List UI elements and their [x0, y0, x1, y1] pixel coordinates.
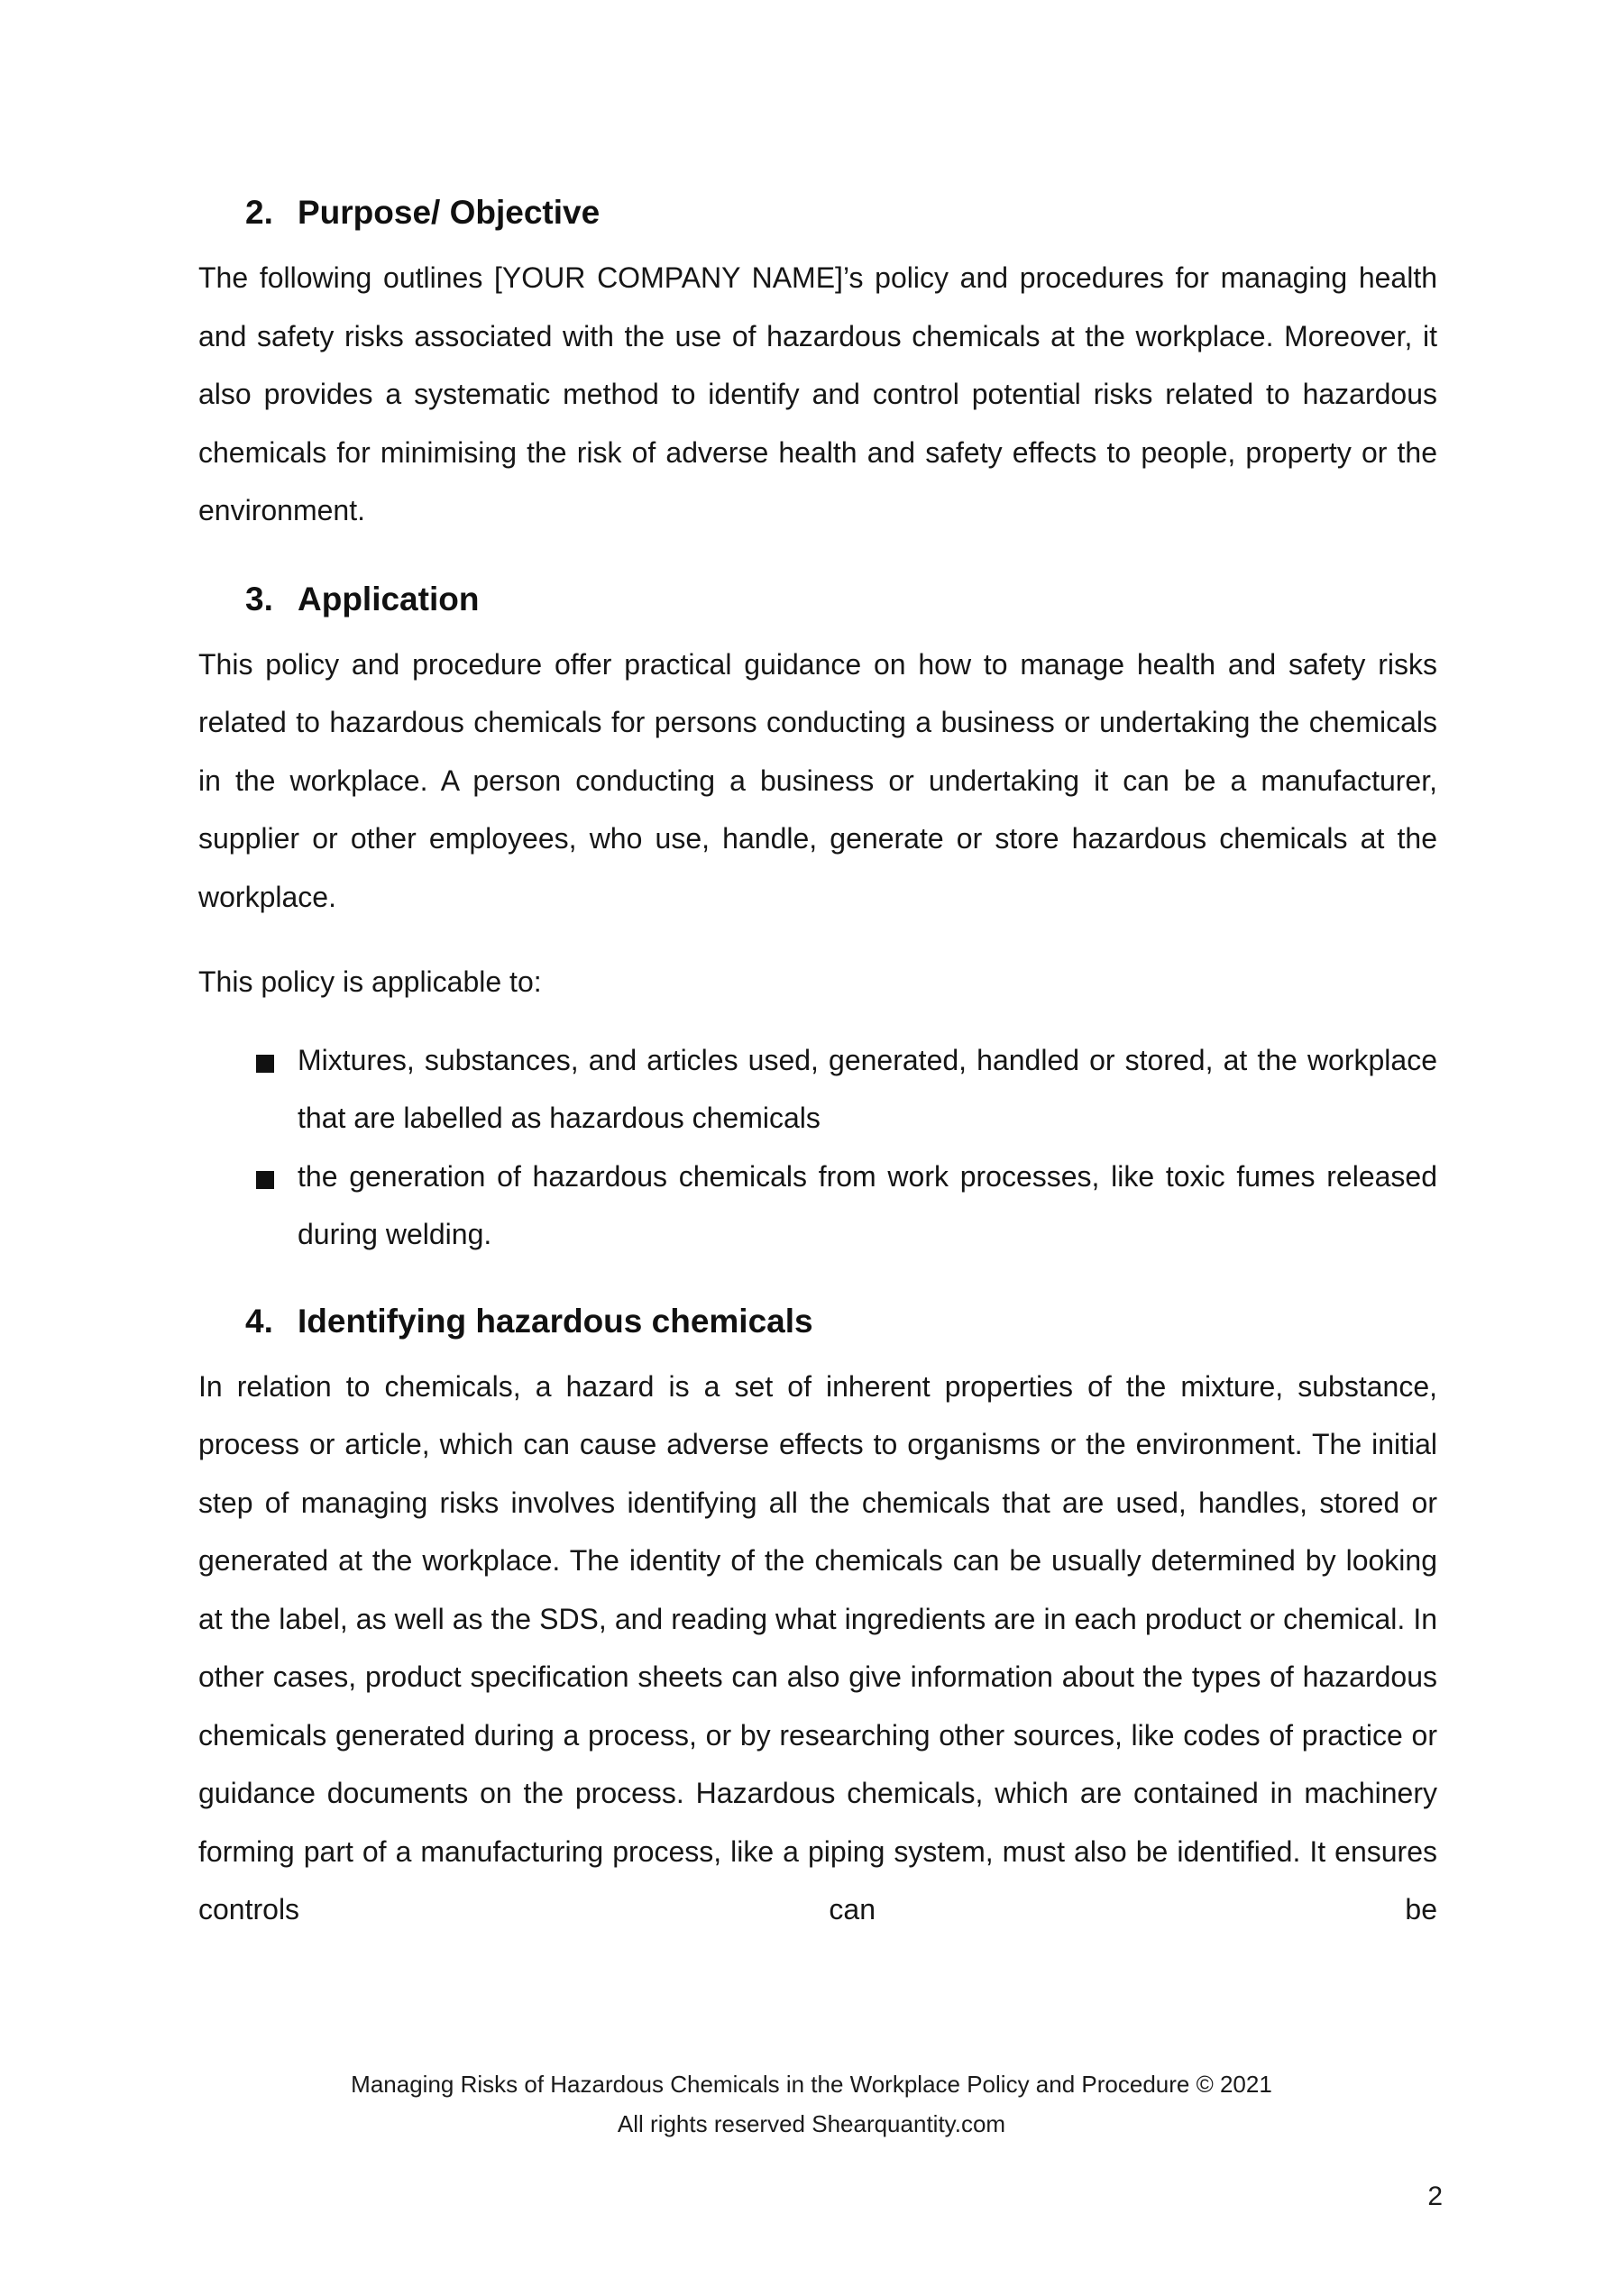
list-item-text: Mixtures, substances, and articles used, generated, handled or stored, at the workplace that are labelled as hazardous chemicals — [298, 1043, 1437, 1134]
section-heading — [198, 1298, 1437, 1345]
page-number: 2 — [1427, 2182, 1443, 2211]
list-item — [298, 1148, 1437, 1264]
section-title: Application — [298, 580, 480, 617]
square-bullet-icon — [256, 1055, 274, 1073]
bullet-list — [198, 1031, 1437, 1264]
section-purpose-objective — [198, 189, 1437, 540]
square-bullet-icon — [256, 1171, 274, 1189]
paragraph: In relation to chemicals, a hazard is a set of inherent properties of the mixture, substance, process or article, which can cause adverse effects to organisms or the environment. The initial step of managing risks involves identifying all the chemicals that are used, handles, stored or generated at the workplace. The identity of the chemicals can be usually determined by looking at the label, as well as the SDS, and reading what ingredients are in each product or chemical. In other cases, product specification sheets can also give information about the types of hazardous chemicals generated during a process, or by researching other sources, like codes of practice or guidance documents on the process. Hazardous chemicals, which are contained in machinery forming part of a manufacturing process, like a piping system, must also be identified. It ensures controls can be — [198, 1369, 1437, 1926]
section-number: 2. — [245, 194, 273, 231]
paragraph: This policy and procedure offer practical guidance on how to manage health and safety risks related to hazardous chemicals for persons conducting a business or undertaking the chemicals in the workplace. A person conducting a business or undertaking it can be a manufacturer, supplier or other employees, who use, handle, generate or store hazardous chemicals at the workplace. — [198, 647, 1437, 913]
document-body — [198, 189, 1437, 1973]
paragraph: This policy is applicable to: — [198, 965, 542, 998]
section-number: 3. — [245, 580, 273, 617]
section-title: Purpose/ Objective — [298, 194, 601, 231]
section-identifying-hazardous-chemicals — [198, 1298, 1437, 1939]
section-heading — [198, 189, 1437, 236]
page-footer — [0, 2064, 1623, 2144]
paragraph: The following outlines [YOUR COMPANY NAME]’s policy and procedures for managing health and safety risks associated with the use of hazardous chemicals at the workplace. Moreover, it also provides a systematic method to identify and control potential risks related to hazardous chemicals for minimising the risk of adverse health and safety effects to people, property or the environment. — [198, 261, 1437, 526]
list-item — [298, 1031, 1437, 1148]
section-heading — [198, 576, 1437, 623]
footer-title-line: Managing Risks of Hazardous Chemicals in the Workplace Policy and Procedure © 2021 — [351, 2071, 1272, 2098]
section-title: Identifying hazardous chemicals — [298, 1302, 813, 1340]
section-number: 4. — [245, 1302, 273, 1340]
section-application — [198, 576, 1437, 1264]
footer-copyright-line: All rights reserved Shearquantity.com — [617, 2110, 1006, 2137]
list-item-text: the generation of hazardous chemicals from work processes, like toxic fumes released during welding. — [298, 1159, 1437, 1250]
